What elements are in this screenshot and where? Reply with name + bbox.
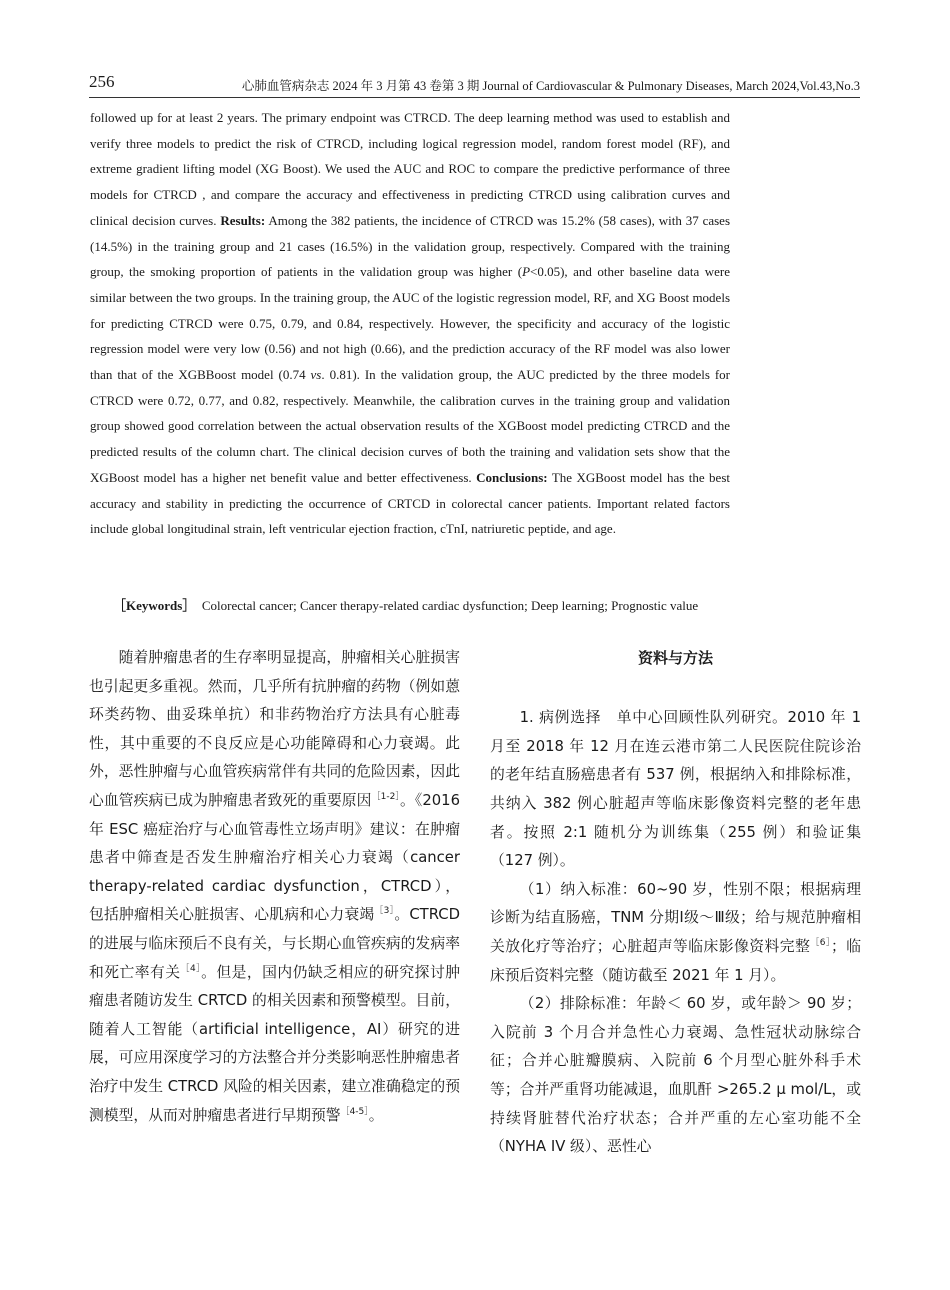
results-label: Results: xyxy=(220,212,266,228)
inclusion-criteria-paragraph xyxy=(490,876,861,990)
citation-1-2: ［1-2］ xyxy=(371,791,400,802)
citation-4-5: ［4-5］ xyxy=(340,1106,369,1117)
exclusion-criteria-paragraph: （2）排除标准：年龄＜ 60 岁，或年龄＞ 90 岁；入院前 3 个月合并急性心力衰竭、急性冠状动脉综合征；合并心脏瓣膜病、入院前 6 个月型心脏外科手术等；合并严重肾功能减退，血肌酐 >265.2 μ mol/L，或持续肾脏替代治疗状态；合并严重的左心室功能不全（NYHA IV 级）、恶性心 xyxy=(490,995,861,1156)
inclusion-text-2: ；临床预后资料完整（随访截至 2021 年 1 月）。 xyxy=(490,937,861,984)
intro-text-2: 。《2016 年 ESC 癌症治疗与心血管毒性立场声明》建议：在肿瘤患者中筛查是否发生肿瘤治疗相关心力衰竭（cancer therapy-related cardiac dysfunction，CTRCD）， 包括肿瘤相关心脏损害、心肌病和心力衰竭 xyxy=(89,791,460,924)
p-value-symbol: P xyxy=(522,264,531,280)
abstract-text xyxy=(90,105,730,542)
citation-6: ［6］ xyxy=(810,937,831,948)
abstract-part-3: <0.05), and other baseline data were similar between the two groups. In the training group, the AUC of the logistic regression model, RF, and XG Boost models for predicting CTRCD were 0.75, 0.79, and 0.84, respectively. However, the specificity and accuracy of the logistic regression model were very low (0.56) and not high (0.66), and the prediction accuracy of the RF model was also lower than that of the XGBBoost model (0.74 xyxy=(90,264,730,383)
citation-4: ［4］ xyxy=(180,963,202,974)
running-header: 心肺血管病杂志 2024 年 3 月第 43 卷第 3 期 Journal of Cardiovascular & Pulmonary Diseases, March 2024,Vol.43,No.3 xyxy=(241,79,860,93)
keywords-text: Colorectal cancer; Cancer therapy-related cardiac dysfunction; Deep learning; Prognostic value xyxy=(201,598,699,613)
inclusion-text-1: （1）纳入标准：60~90 岁，性别不限；根据病理诊断为结直肠癌，TNM 分期Ⅰ级～Ⅲ级；给与规范肿瘤相关放化疗等治疗；心脏超声等临床影像资料完整 xyxy=(490,880,861,955)
intro-text-1: 随着肿瘤患者的生存率明显提高，肿瘤相关心脏损害也引起更多重视。然而，几乎所有抗肿瘤的药物（例如蒽环类药物、曲妥珠单抗）和非药物治疗方法具有心脏毒性，其中重要的不良反应是心功能障碍和心力衰竭。此外，恶性肿瘤与心血管疾病常伴有共同的危险因素，因此心血管疾病已成为肿瘤患者致死的重要原因 xyxy=(89,649,460,809)
section-heading-methods: 资料与方法 xyxy=(637,649,713,667)
conclusions-label: Conclusions: xyxy=(476,469,548,485)
abstract-part-5: The XGBoost model has the best accuracy and stability in predicting the occurrence of CRTCD in colorectal cancer patients. Important related factors include global longitudinal strain, left ventricular ejection fraction, cTnI, natriuretic peptide, and age. xyxy=(90,469,730,537)
intro-text-3: 。CTRCD 的进展与临床预后不良有关，与长期心血管疾病的发病率和死亡率有关 xyxy=(89,906,460,981)
page-number: 256 xyxy=(89,72,115,91)
case-selection-paragraph: 1. 病例选择 单中心回顾性队列研究。2010 年 1 月至 2018 年 12 月在连云港市第二人民医院住院诊治的老年结直肠癌患者有 537 例，根据纳入和排除标准，共纳入 382 例心脏超声等临床影像资料完整的老年患者。按照 2:1 随机分为训练集（255 例）和验证集（127 例）。 xyxy=(490,709,861,870)
citation-3: ［3］ xyxy=(374,906,395,917)
intro-text-4: 。但是，国内仍缺乏相应的研究探讨肿瘤患者随访发生 CRTCD 的相关因素和预警模型。目前，随着人工智能（artificial intelligence，AI）研究的进展，可应用深度学习的方法整合并分类影响恶性肿瘤患者治疗中发生 CTRCD 风险的相关因素，建立准确稳定的预测模型，从而对肿瘤患者进行早期预警 xyxy=(89,963,460,1124)
abstract-part-2: Among the 382 patients, the incidence of CTRCD was 15.2% (58 cases), with 37 cases (14.5%) in the training group and 21 cases (16.5%) in the validation group, respectively. Compared with the training group, the smoking proportion of patients in the validation group was higher ( xyxy=(90,212,731,280)
abstract-part-1: followed up for at least 2 years. The primary endpoint was CTRCD. The deep learning method was used to establish and verify three models to predict the risk of CTRCD, including logical regression model, random forest model (RF), and extreme gradient lifting model (XG Boost). We used the AUC and ROC to compare the predictive performance of three models for CTRCD , and compare the accuracy and effectiveness in predicting CTRCD using calibration curves and clinical decision curves. xyxy=(90,110,730,228)
header-rule xyxy=(89,97,860,98)
intro-text-5: 。 xyxy=(368,1106,384,1124)
left-column xyxy=(89,644,460,1130)
right-column xyxy=(490,644,861,1162)
intro-paragraph xyxy=(89,644,460,1130)
keywords-line xyxy=(113,593,753,618)
abstract-part-4: . 0.81). In the validation group, the AUC predicted by the three models for CTRCD were 0.72, 0.77, and 0.82, respectively. Meanwhile, the calibration curves in the training group and validation group showed good correlation between the actual observation results of the XGBoost model predicting CTRCD and the predicted results of the column chart. The clinical decision curves of both the training and validation sets show that the XGBoost model has a higher net benefit value and better effectiveness. xyxy=(90,367,730,485)
keywords-label: ［Keywords］ xyxy=(113,598,196,613)
vs-text: vs xyxy=(310,367,322,383)
